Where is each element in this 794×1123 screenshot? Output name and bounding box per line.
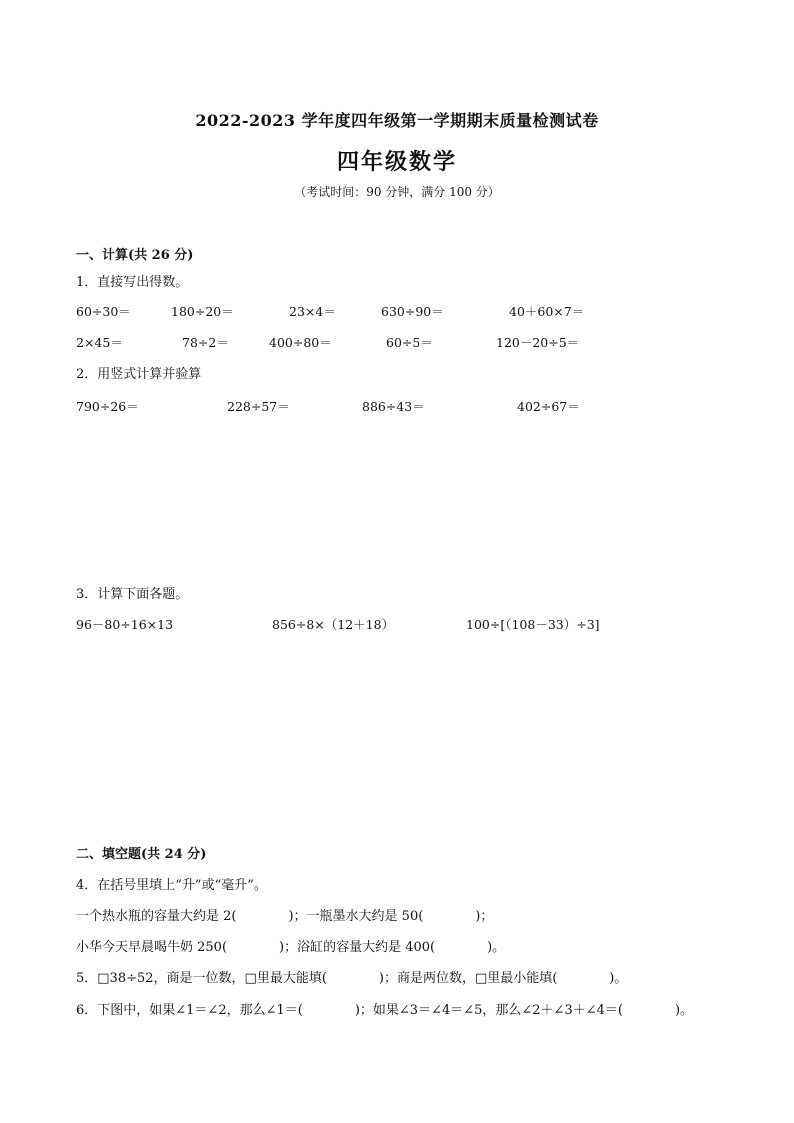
mental-calc-item: 60÷30＝ [76, 304, 131, 319]
mental-calc-item: 400÷80＝ [269, 335, 332, 350]
expression-item: 100÷[（108－33）÷3] [466, 617, 600, 632]
mental-calc-item: 23×4＝ [289, 304, 336, 319]
exam-info: （考试时间：90 分钟，满分 100 分） [294, 185, 500, 199]
question-2-label: 2．用竖式计算并验算 [76, 367, 202, 382]
question-5-line: 5．□38÷52，商是一位数，□里最大能填( )；商是两位数，□里最小能填( )。 [76, 971, 628, 986]
question-4-label: 4．在括号里填上“升”或“毫升”。 [76, 878, 267, 893]
question-3-label: 3．计算下面各题。 [76, 587, 189, 602]
mental-calc-item: 2×45＝ [76, 335, 123, 350]
vertical-calc-item: 886÷43＝ [362, 399, 425, 414]
mental-calc-item: 40＋60×7＝ [509, 304, 585, 319]
expression-item: 96－80÷16×13 [76, 617, 174, 632]
vertical-calc-item: 402÷67＝ [517, 399, 580, 414]
vertical-calc-item: 228÷57＝ [227, 399, 290, 414]
subject-title: 四年级数学 [336, 149, 457, 175]
mental-calc-item: 120－20÷5＝ [496, 335, 580, 350]
question-1-label: 1．直接写出得数。 [76, 275, 189, 290]
question-6-line: 6．下图中，如果∠1＝∠2，那么∠1＝( )；如果∠3＝∠4＝∠5，那么∠2＋∠3＋∠4＝( )。 [76, 1003, 694, 1018]
mental-calc-item: 180÷20＝ [171, 304, 234, 319]
mental-calc-item: 78÷2＝ [182, 335, 229, 350]
question-4-line-1: 一个热水瓶的容量大约是 2( )；一瓶墨水大约是 50( )； [76, 909, 494, 924]
mental-calc-item: 60÷5＝ [386, 335, 433, 350]
exam-title: 2022-2023 学年度四年级第一学期期末质量检测试卷 [195, 111, 599, 130]
section-1-heading: 一、计算(共 26 分) [76, 248, 194, 263]
vertical-calc-item: 790÷26＝ [76, 399, 139, 414]
mental-calc-item: 630÷90＝ [381, 304, 444, 319]
expression-item: 856÷8×（12＋18） [272, 617, 395, 632]
question-4-line-2: 小华今天早晨喝牛奶 250( )；浴缸的容量大约是 400( )。 [76, 940, 506, 955]
section-2-heading: 二、填空题(共 24 分) [76, 847, 207, 862]
